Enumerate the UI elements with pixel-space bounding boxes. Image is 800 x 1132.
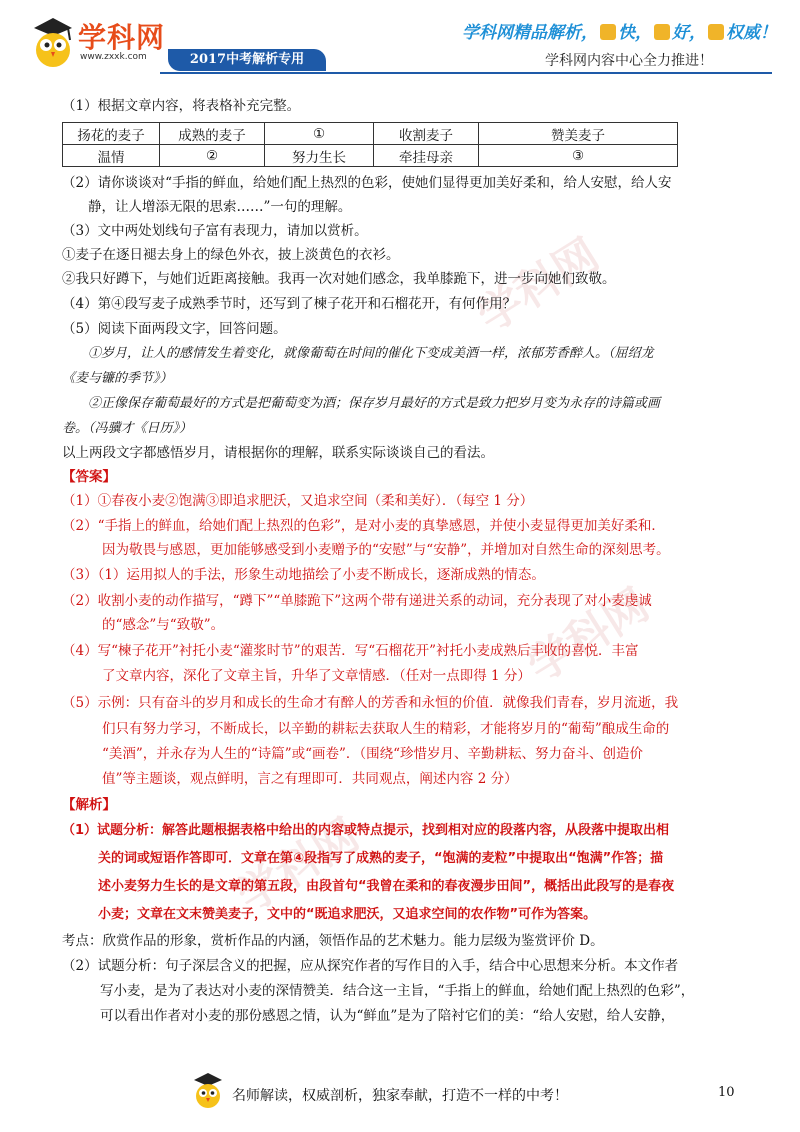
analysis-line: 可以看出作者对小麦的那份感恩之情，认为“鲜血”是为了陪衬它们的美：“给人安慰，给人安静，: [100, 1008, 675, 1024]
kaodian-line: 考点：欣赏作品的形象，赏析作品的内涵，领悟作品的艺术魅力。能力层级为鉴赏评价 D。: [62, 933, 604, 949]
answer-line: 的“感念”与“致敬”。: [102, 617, 225, 633]
thumbs-up-icon: [654, 24, 670, 40]
logo-owl-icon: [30, 14, 76, 70]
watermark: 学科网: [468, 229, 608, 343]
table-cell: ③: [479, 145, 678, 167]
answer-heading: 【答案】: [62, 469, 116, 485]
answer-line: 值”等主题谈，观点鲜明，言之有理即可．共同观点，阐述内容 2 分）: [102, 771, 518, 787]
answer-line: （4）写“楝子花开”衬托小麦“灌浆时节”的艰苦．写“石榴花开”衬托小麦成熟后丰收的喜悦．丰富: [62, 643, 639, 659]
footer-owl-icon: [192, 1070, 224, 1110]
quote-2-line: 卷。（冯骥才《日历》）: [62, 421, 193, 436]
thumbs-up-icon: [600, 24, 616, 40]
question-5: （5）阅读下面两段文字，回答问题。: [62, 321, 287, 337]
table-cell: ②: [160, 145, 265, 167]
logo-text: 学科网: [78, 21, 166, 54]
table-cell: ①: [265, 123, 374, 145]
table-row: [63, 123, 678, 145]
question-3: （3）文中两处划线句子富有表现力，请加以赏析。: [62, 223, 368, 239]
answer-line: （3）（1）运用拟人的手法，形象生动地描绘了小麦不断成长，逐渐成熟的情态。: [62, 567, 545, 583]
question-2-line: 静，让人增添无限的思索……”一句的理解。: [88, 199, 352, 215]
answer-line: （5）示例：只有奋斗的岁月和成长的生命才有醉人的芳香和永恒的价值．就像我们青春，岁月流逝，我: [62, 695, 679, 711]
quote-2-line: ②正像保存葡萄最好的方式是把葡萄变为酒；保存岁月最好的方式是致力把岁月变为永存的诗篇或画: [88, 396, 661, 411]
logo-url: www.zxxk.com: [80, 52, 147, 62]
question-5-prompt: 以上两段文字都感悟岁月，请根据你的理解，联系实际谈谈自己的看法。: [62, 445, 494, 461]
quote-1-line: 《麦与镰的季节》）: [62, 371, 173, 386]
analysis-line: （2）试题分析：句子深层含义的把握，应从探究作者的写作目的入手，结合中心思想来分析。本文作者: [62, 958, 679, 974]
answer-line: 了文章内容，深化了文章主旨，升华了文章情感．（任对一点即得 1 分）: [102, 668, 531, 684]
table-cell: 温情: [63, 145, 160, 167]
thumbs-up-icon: [708, 24, 724, 40]
analysis-line: （1）试题分析：解答此题根据表格中给出的内容或特点提示，找到相对应的段落内容，从段落中提取出相: [62, 823, 670, 838]
answer-line: 因为敬畏与感恩，更加能够感受到小麦赠予的“安慰”与“安静”，并增加对自然生命的深刻思考。: [102, 542, 670, 558]
answer-line: （2）“手指上的鲜血，给她们配上热烈的色彩”，是对小麦的真挚感恩，并使小麦显得更加美好柔和．: [62, 518, 665, 534]
answer-line: “美酒”，并永存为人生的“诗篇”或“画卷”．（围绕“珍惜岁月、辛勤耕耘、努力奋斗、创造价: [102, 746, 644, 762]
answer-table: [62, 122, 678, 167]
table-cell: 努力生长: [265, 145, 374, 167]
table-cell: 成熟的麦子: [160, 123, 265, 145]
table-row: [63, 145, 678, 167]
table-cell: 赞美麦子: [479, 123, 678, 145]
header-divider: [160, 72, 772, 74]
question-3-sentence-b: ②我只好蹲下，与她们近距离接触。我再一次对她们感念，我单膝跪下，进一步向她们致敬。: [62, 271, 616, 287]
analysis-heading: 【解析】: [62, 797, 116, 813]
answer-line: 们只有努力学习，不断成长，以辛勤的耕耘去获取人生的精彩，才能将岁月的“葡萄”酿成生命的: [102, 721, 670, 737]
page-number: 10: [718, 1085, 735, 1100]
analysis-line: 小麦；文章在文末赞美麦子，文中的“既追求肥沃，又追求空间的农作物”可作为答案。: [98, 907, 597, 922]
edition-badge: 2017中考解析专用: [168, 49, 326, 71]
table-cell: 扬花的麦子: [63, 123, 160, 145]
analysis-line: 述小麦努力生长的是文章的第五段，由段首句“我曾在柔和的春夜漫步田间”，概括出此段写的是春夜: [98, 879, 675, 894]
header-slogan: 学科网精品解析， 快， 好， 权威！: [462, 23, 777, 43]
analysis-line: 写小麦，是为了表达对小麦的深情赞美．结合这一主旨，“手指上的鲜血，给她们配上热烈的色彩”，: [100, 983, 695, 999]
watermark: 学科网: [518, 579, 658, 693]
footer-slogan: 名师解读，权威剖析，独家奉献，打造不一样的中考！: [232, 1088, 568, 1104]
header-right-text: 学科网内容中心全力推进！: [545, 53, 713, 69]
answer-line: （2）收割小麦的动作描写，“蹲下”“单膝跪下”这两个带有递进关系的动词，充分表现了对小麦虔诚: [62, 593, 652, 609]
watermark: 学科网: [228, 809, 368, 923]
table-cell: 牵挂母亲: [374, 145, 479, 167]
answer-line: （1）①春夜小麦②饱满③即追求肥沃，又追求空间（柔和美好）．（每空 1 分）: [62, 493, 534, 509]
quote-1-line: ①岁月，让人的感情发生着变化，就像葡萄在时间的催化下变成美酒一样，浓郁芳香醉人。（屈绍龙: [88, 346, 654, 361]
question-3-sentence-a: ①麦子在逐日褪去身上的绿色外衣，披上淡黄色的衣衫。: [62, 247, 400, 263]
question-4: （4）第④段写麦子成熟季节时，还写到了楝子花开和石榴花开，有何作用？: [62, 296, 517, 312]
question-2-line: （2）请你谈谈对“手指的鲜血，给她们配上热烈的色彩，使她们显得更加美好柔和，给人安慰，给人安: [62, 175, 672, 191]
analysis-line: 关的词或短语作答即可．文章在第④段指写了成熟的麦子，“饱满的麦粒”中提取出“饱满”作答；描: [98, 851, 664, 866]
question-1: （1）根据文章内容，将表格补充完整。: [62, 98, 301, 114]
table-cell: 收割麦子: [374, 123, 479, 145]
